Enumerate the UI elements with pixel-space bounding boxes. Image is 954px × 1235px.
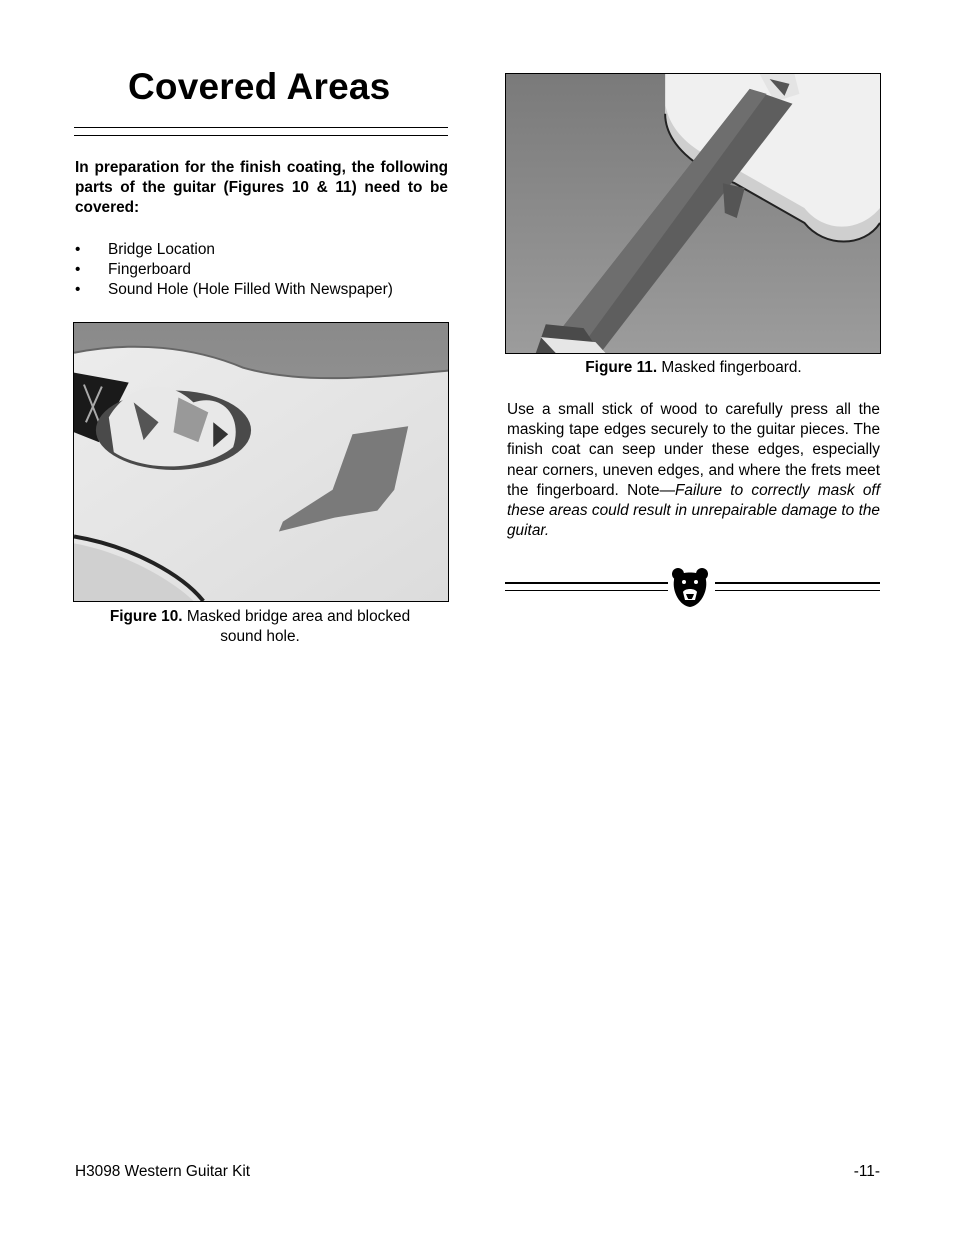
page-number: -11-	[853, 1163, 880, 1180]
masked-bridge-photo-icon	[74, 323, 448, 601]
divider-left-bottom	[505, 590, 668, 591]
bullet-icon: •	[75, 261, 81, 278]
divider-left-top	[505, 582, 668, 584]
figure-11-photo	[505, 73, 881, 354]
masking-instructions	[507, 400, 880, 541]
bear-head-logo-icon	[670, 566, 710, 608]
masking-instructions-text: Use a small stick of wood to carefully press all the masking tape edges securely to the guitar pieces. The finish coat can seep under these edges, especially near corners, uneven edges, and where the frets meet the fingerboard. Note—	[507, 401, 880, 499]
divider-right-bottom	[715, 590, 880, 591]
page-title: Covered Areas	[128, 66, 391, 107]
divider-right-top	[715, 582, 880, 584]
list-item: • Fingerboard	[75, 261, 191, 278]
list-item: • Sound Hole (Hole Filled With Newspaper)	[75, 281, 393, 298]
masking-warning-note: Failure to correctly mask off these areas could result in unrepairable damage to the guitar.	[507, 481, 880, 540]
title-rule-top	[74, 127, 448, 128]
figure-10-photo	[73, 322, 449, 602]
figure-11-label: Figure 11.	[585, 359, 658, 376]
intro-paragraph: In preparation for the finish coating, the following parts of the guitar (Figures 10 & 11) need to be covered:	[75, 159, 448, 216]
bullet-icon: •	[75, 241, 81, 258]
list-item: • Bridge Location	[75, 241, 215, 258]
figure-11-caption-text: Masked fingerboard.	[661, 359, 802, 376]
figure-10-label: Figure 10.	[109, 608, 183, 625]
figure-11-caption	[507, 358, 880, 378]
title-rule-bottom	[74, 135, 448, 136]
bullet-icon: •	[75, 281, 81, 298]
footer-product-name: H3098 Western Guitar Kit	[75, 1163, 251, 1180]
covered-parts-list	[75, 240, 448, 300]
figure-10-caption-text: Masked bridge area and blocked sound hole.	[186, 608, 411, 645]
figure-10-caption	[100, 607, 420, 647]
masked-fingerboard-photo-icon	[506, 74, 880, 353]
